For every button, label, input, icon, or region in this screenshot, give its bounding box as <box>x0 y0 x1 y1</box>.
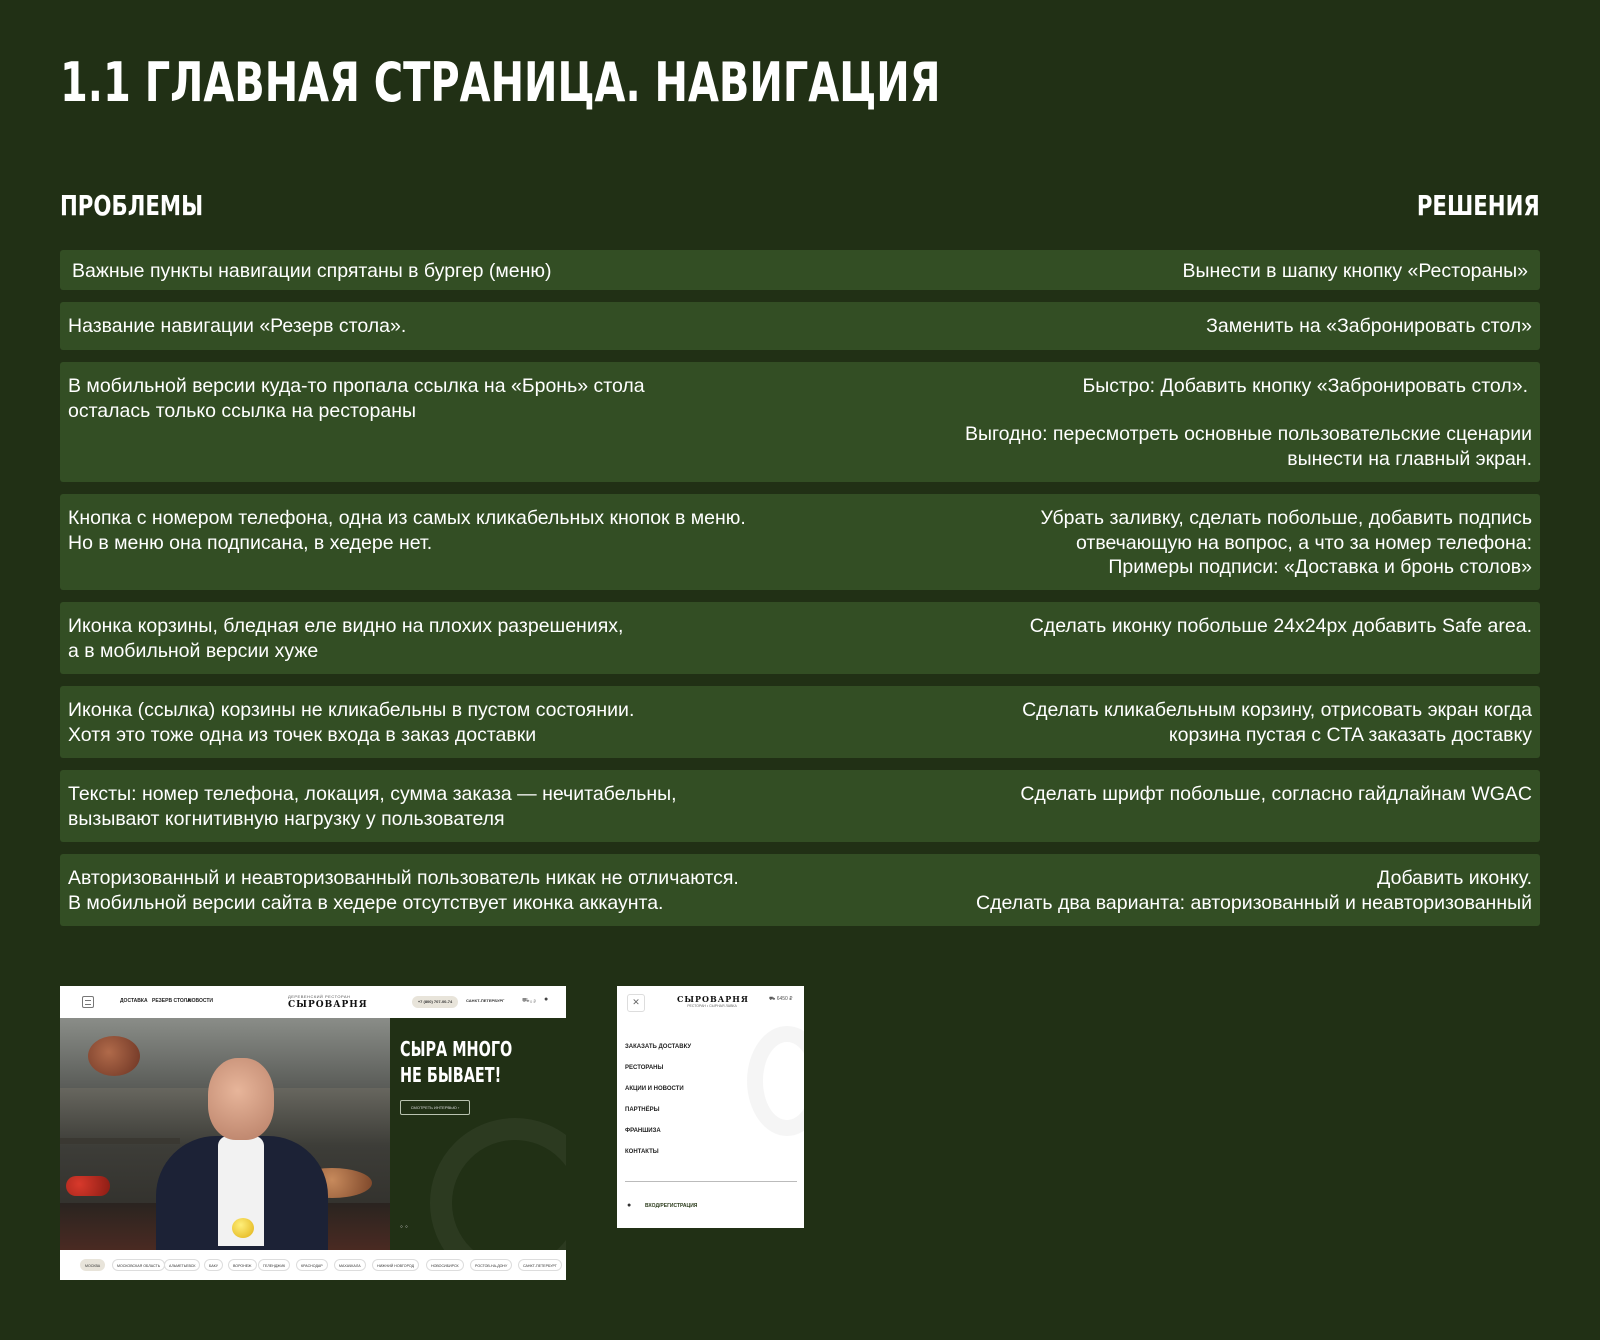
problem-text: Тексты: номер телефона, локация, сумма заказа — нечитабельны, вызывают когнитивную нагрузку у пользователя <box>68 783 677 830</box>
city-selector[interactable]: САНКТ-ПЕТЕРБУРГ <box>466 998 505 1003</box>
city-chip[interactable]: НИЖНИЙ НОВГОРОД <box>372 1259 419 1271</box>
solution-text-secondary: Выгодно: пересмотреть основные пользовательские сценарии вынести на главный экран. <box>964 423 1532 470</box>
problem-text: Кнопка с номером телефона, одна из самых кликабельных кнопок в меню. Но в меню она подписана, в хедере нет. <box>68 507 746 554</box>
hero-photo <box>60 1018 390 1250</box>
phone-button[interactable]: +7 (800) 707-00-74 <box>412 996 458 1008</box>
issue-row <box>60 362 1540 482</box>
mobile-menu-item[interactable]: ЗАКАЗАТЬ ДОСТАВКУ <box>625 1044 692 1050</box>
cart-icon[interactable]: ⛟ <box>522 998 530 1004</box>
nav-news[interactable]: НОВОСТИ <box>188 998 214 1004</box>
city-chip[interactable]: НОВОСИБИРСК <box>426 1259 464 1271</box>
problem-text: Авторизованный и неавторизованный пользователь никак не отличаются. В мобильной версии сайта в хедере отсутствует иконка аккаунта. <box>68 867 739 914</box>
slider-arrows[interactable]: ◦ ◦ <box>400 1222 408 1231</box>
solution-text: Сделать шрифт побольше, согласно гайдлайнам WGAC <box>1020 783 1532 805</box>
issue-row <box>60 770 1540 842</box>
solution-text: Вынести в шапку кнопку «Рестораны» <box>1182 260 1528 282</box>
mobile-menu-item[interactable]: КОНТАКТЫ <box>625 1149 659 1155</box>
city-chip[interactable]: МОСКОВСКАЯ ОБЛАСТЬ <box>112 1259 165 1271</box>
desktop-screenshot <box>60 986 566 1280</box>
city-chip[interactable]: ВОРОНЕЖ <box>228 1259 257 1271</box>
issue-row <box>60 250 1540 290</box>
problem-text: Иконка корзины, бледная еле видно на плохих разрешениях, а в мобильной версии хуже <box>68 615 624 662</box>
watch-interview-button[interactable]: СМОТРЕТЬ ИНТЕРВЬЮ › <box>400 1100 470 1115</box>
brand-tagline: РЕСТОРАН • СЫРНАЯ ЛАВКА <box>687 1004 737 1008</box>
city-chip[interactable]: МОСКВА <box>80 1259 105 1271</box>
user-icon[interactable]: ● <box>627 1202 632 1209</box>
city-chip[interactable]: КРАСНОДАР <box>296 1259 328 1271</box>
city-bar <box>60 1250 566 1280</box>
solution-text: Быстро: Добавить кнопку «Забронировать стол». <box>1082 375 1528 397</box>
hero-panel <box>390 1018 566 1250</box>
city-chip[interactable]: САНКТ-ПЕТЕРБУРГ <box>518 1259 562 1271</box>
issue-row <box>60 494 1540 590</box>
cart-icon[interactable]: ⛟ 6450 ₽ <box>769 996 793 1002</box>
desktop-header <box>60 986 566 1019</box>
problem-text: В мобильной версии куда-то пропала ссылка на «Бронь» стола осталась только ссылка на рестораны <box>68 375 645 422</box>
solution-text: Сделать иконку побольше 24x24px добавить Safe area. <box>1029 615 1532 637</box>
solutions-heading: РЕШЕНИЯ <box>1417 189 1540 222</box>
city-chip[interactable]: РОСТОВ-НА-ДОНУ <box>470 1259 512 1271</box>
issue-row <box>60 302 1540 350</box>
mobile-menu-item[interactable]: ПАРТНЁРЫ <box>625 1107 660 1113</box>
solution-text: Добавить иконку. Сделать два варианта: авторизованный и неавторизованный <box>976 867 1532 914</box>
nav-delivery[interactable]: ДОСТАВКА <box>120 998 148 1004</box>
mobile-screenshot <box>617 986 804 1228</box>
solution-text: Сделать кликабельным корзину, отрисовать экран когда корзина пустая с CTA заказать доставку <box>1022 699 1532 746</box>
mobile-menu-item[interactable]: АКЦИИ И НОВОСТИ <box>625 1086 684 1092</box>
city-chip[interactable]: БАКУ <box>204 1259 223 1271</box>
login-link[interactable]: ВХОД/РЕГИСТРАЦИЯ <box>645 1203 698 1209</box>
mobile-menu-item[interactable]: ФРАНШИЗА <box>625 1128 661 1134</box>
cart-sum: 0 ₽ <box>530 999 536 1004</box>
divider <box>625 1181 797 1182</box>
logo[interactable]: СЫРОВАРНЯ <box>677 994 749 1004</box>
user-icon[interactable]: ● <box>544 996 549 1003</box>
problems-heading: ПРОБЛЕМЫ <box>60 189 204 222</box>
brand-tagline: ДЕРЕВЕНСКИЙ РЕСТОРАН <box>288 994 351 999</box>
problem-text: Иконка (ссылка) корзины не кликабельны в пустом состоянии. Хотя это тоже одна из точек входа в заказ доставки <box>68 699 635 746</box>
issue-row <box>60 854 1540 926</box>
hero-title: СЫРА МНОГО НЕ БЫВАЕТ! <box>400 1037 513 1087</box>
city-chip[interactable]: ГЕЛЕНДЖИК <box>258 1259 290 1271</box>
cart-sum: 6450 ₽ <box>776 996 793 1002</box>
issue-row <box>60 686 1540 758</box>
city-chip[interactable]: МАХАЧКАЛА <box>334 1259 366 1271</box>
nav-reserve[interactable]: РЕЗЕРВ СТОЛА <box>152 998 191 1004</box>
mobile-menu-item[interactable]: РЕСТОРАНЫ <box>625 1065 664 1071</box>
solution-text: Заменить на «Забронировать стол» <box>1206 315 1532 337</box>
problem-text: Важные пункты навигации спрятаны в бургер (меню) <box>72 260 552 282</box>
page-title: 1.1 ГЛАВНАЯ СТРАНИЦА. НАВИГАЦИЯ <box>60 51 941 114</box>
burger-menu-icon[interactable] <box>82 996 94 1008</box>
issue-row <box>60 602 1540 674</box>
city-chip[interactable]: АЛЬМЕТЬЕВСК <box>164 1259 200 1271</box>
logo[interactable]: СЫРОВАРНЯ <box>288 1000 368 1010</box>
problem-text: Название навигации «Резерв стола». <box>68 315 407 337</box>
close-icon[interactable]: ✕ <box>627 994 645 1012</box>
solution-text: Убрать заливку, сделать побольше, добавить подпись отвечающую на вопрос, а что за номер телефона: Примеры подписи: «Доставка и бронь столов» <box>1040 507 1532 578</box>
